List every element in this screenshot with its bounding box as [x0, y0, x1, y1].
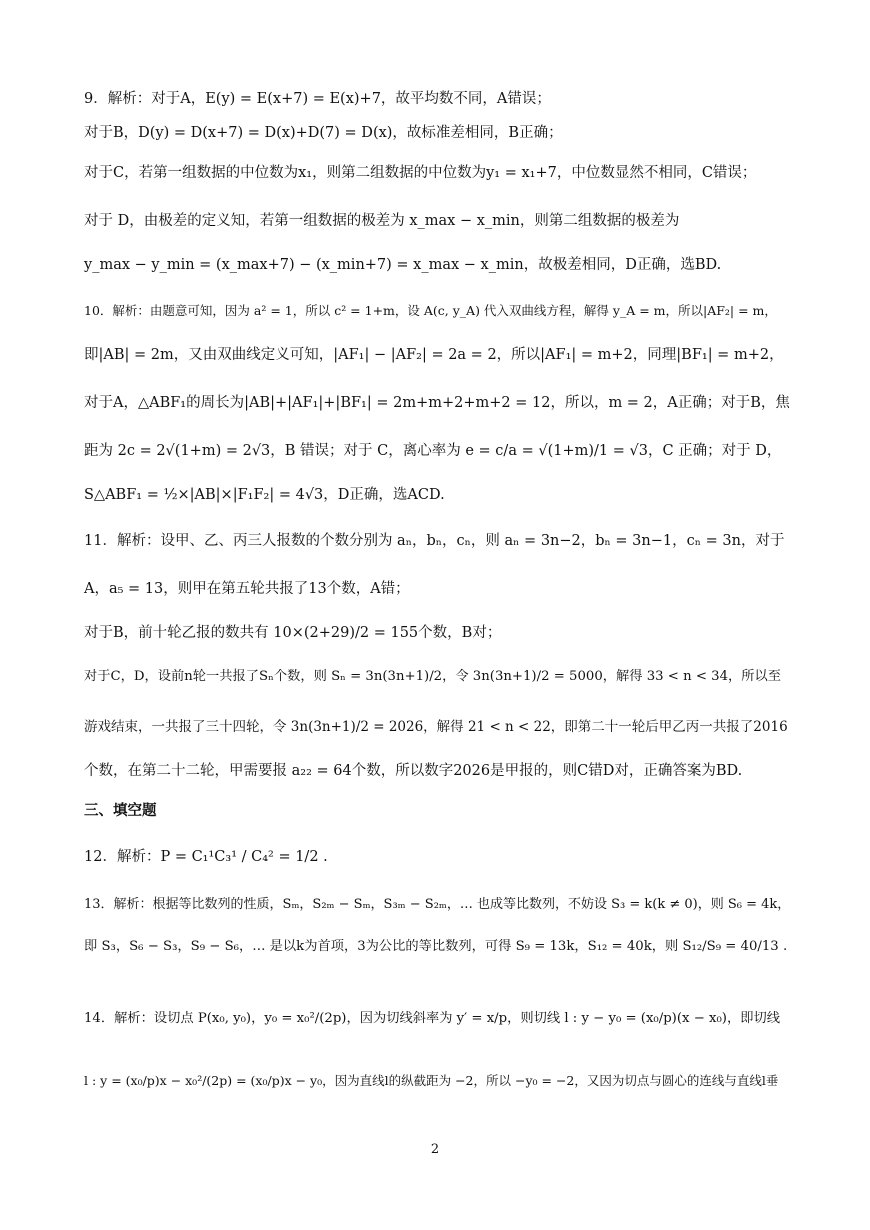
text-line: 对于C，D，设前n轮一共报了Sₙ个数，则 Sₙ = 3n(3n+1)/2，令 3n(3n+1)/2 = 5000，解得 33 < n < 34，所以至	[84, 669, 782, 684]
text-line: 即 S₃，S₆ − S₃，S₉ − S₆，… 是以k为首项，3为公比的等比数列，可得 S₉ = 13k，S₁₂ = 40k，则 S₁₂/S₉ = 40/13 .	[84, 939, 788, 954]
text-line: 即|AB| = 2m，又由双曲线定义可知，|AF₁| − |AF₂| = 2a = 2，所以|AF₁| = m+2，同理|BF₁| = m+2，	[84, 347, 784, 363]
text-line: 对于B，D(y) = D(x+7) = D(x)+D(7) = D(x)，故标准差相同，B正确；	[84, 125, 563, 141]
text-line: 10．解析：由题意可知，因为 a² = 1，所以 c² = 1+m，设 A(c, y_A) 代入双曲线方程，解得 y_A = m，所以|AF₂| = m，	[84, 303, 777, 318]
text-line: 对于B，前十轮乙报的数共有 10×(2+29)/2 = 155个数，B对；	[84, 625, 502, 641]
text-line: 11．解析：设甲、乙、丙三人报数的个数分别为 aₙ，bₙ，cₙ，则 aₙ = 3n−2，bₙ = 3n−1，cₙ = 3n，对于	[84, 533, 785, 549]
text-line: 距为 2c = 2√(1+m) = 2√3，B 错误；对于 C，离心率为 e = c/a = √(1+m)/1 = √3，C 正确；对于 D，	[84, 443, 782, 459]
text-line: y_max − y_min = (x_max+7) − (x_min+7) = x_max − x_min，故极差相同，D正确，选BD.	[84, 257, 722, 273]
text-line: l : y = (x₀/p)x − x₀²/(2p) = (x₀/p)x − y₀，因为直线l的纵截距为 −2，所以 −y₀ = −2，又因为切点与圆心的连线与直线l垂	[84, 1073, 779, 1088]
text-line: 14．解析：设切点 P(x₀, y₀)，y₀ = x₀²/(2p)，因为切线斜率为 y′ = x/p，则切线 l : y − y₀ = (x₀/p)(x − x₀)，即切线	[84, 1011, 780, 1026]
text-line: 对于A，△ABF₁的周长为|AB|+|AF₁|+|BF₁| = 2m+m+2+m+2 = 12，所以，m = 2，A正确；对于B，焦	[84, 395, 790, 411]
text-line: 12．解析：P = C₁¹C₃¹ / C₄² = 1/2 .	[84, 849, 328, 865]
text-line: 游戏结束，一共报了三十四轮，令 3n(3n+1)/2 = 2026，解得 21 < n < 22，即第二十一轮后甲乙丙一共报了2016	[84, 719, 788, 735]
section-heading: 三、填空题	[84, 802, 157, 819]
text-line: S△ABF₁ = ½×|AB|×|F₁F₂| = 4√3，D正确，选ACD.	[84, 487, 445, 503]
text-line: 9．解析：对于A，E(y) = E(x+7) = E(x)+7，故平均数不同，A错误；	[84, 91, 551, 107]
page-number: 2	[430, 1142, 440, 1157]
text-line: A，a₅ = 13，则甲在第五轮共报了13个数，A错；	[84, 581, 410, 597]
text-line: 个数，在第二十二轮，甲需要报 a₂₂ = 64个数，所以数字2026是甲报的，则C错D对，正确答案为BD.	[84, 763, 743, 779]
text-line: 13．解析：根据等比数列的性质，Sₘ，S₂ₘ − Sₘ，S₃ₘ − S₂ₘ，… 也成等比数列，不妨设 S₃ = k(k ≠ 0)，则 S₆ = 4k，	[84, 897, 791, 912]
text-line: 对于C，若第一组数据的中位数为x₁，则第二组数据的中位数为y₁ = x₁+7，中位数显然不相同，C错误；	[84, 165, 757, 181]
text-line: 对于 D，由极差的定义知，若第一组数据的极差为 x_max − x_min，则第二组数据的极差为	[84, 213, 680, 229]
